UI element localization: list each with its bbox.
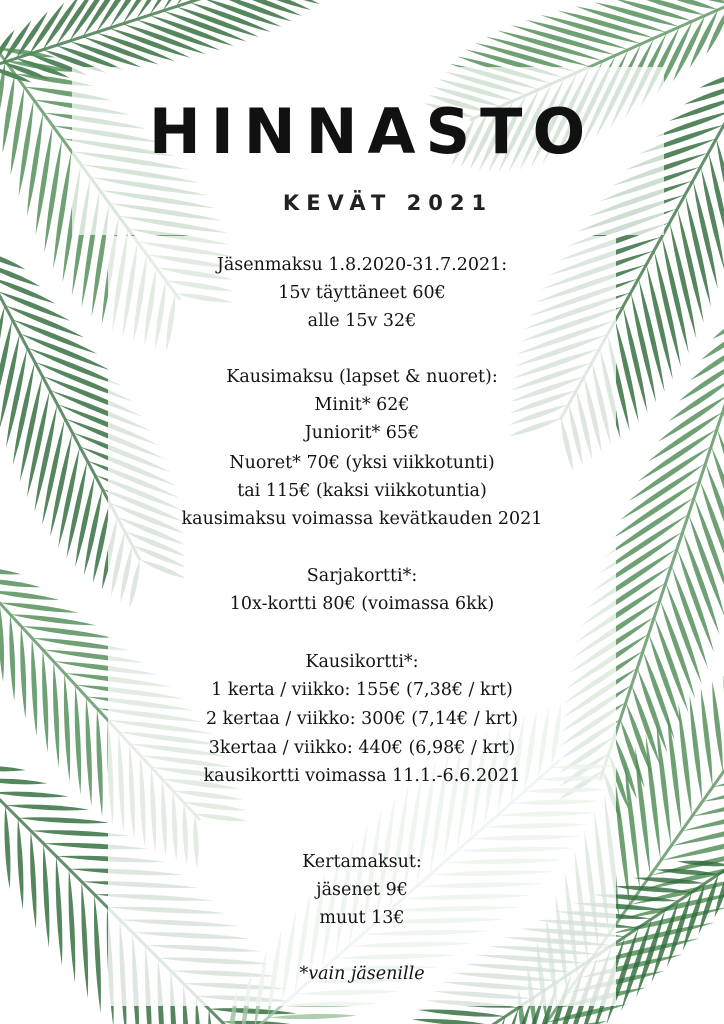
palm-leaflet: [27, 390, 50, 497]
palm-leaflet: [681, 805, 724, 831]
series-card-heading: Sarjakortti*:: [306, 566, 418, 586]
palm-leaflet: [0, 579, 40, 587]
palm-leaflet: [81, 882, 88, 999]
single-fee-line: muut 13€: [319, 908, 405, 928]
palm-leaflet: [6, 348, 27, 448]
season-fee-line: Minit* 62€: [314, 395, 410, 415]
page-title: HINNASTO: [148, 95, 596, 168]
palm-leaflet: [0, 567, 21, 574]
season-card-line: 2 kertaa / viikko: 300€ (7,14€ / krt): [205, 709, 519, 729]
palm-leaflet: [42, 418, 65, 525]
palm-leaflet: [34, 404, 57, 512]
season-fee-validity: kausimaksu voimassa kevätkauden 2021: [181, 509, 543, 529]
season-fee-line: Nuoret* 70€ (yksi viikkotunti): [229, 453, 495, 473]
palm-leaflet: [701, 327, 724, 360]
season-fee-line: Juniorit* 65€: [304, 423, 420, 443]
palm-leaflet: [9, 614, 15, 700]
palm-leaflet: [701, 167, 724, 271]
membership-heading: Jäsenmaksu 1.8.2020-31.7.2021:: [216, 255, 508, 275]
palm-leaflet: [58, 447, 80, 548]
palm-leaflet: [209, 1008, 297, 1014]
season-fee-heading: Kausimaksu (lapset & nuoret):: [226, 367, 498, 387]
palm-leaflet: [679, 361, 724, 401]
membership-price-line: alle 15v 32€: [307, 311, 417, 331]
palm-leaflet: [629, 446, 711, 501]
palm-leaflet: [13, 362, 35, 465]
palm-leaflet: [50, 433, 72, 538]
palm-leaflet: [20, 376, 43, 482]
palm-leaflet: [0, 792, 68, 798]
membership-price-line: 15v täyttäneet 60€: [278, 283, 446, 303]
palm-leaflet: [56, 856, 63, 966]
palm-leaflet: [268, 1014, 357, 1019]
palm-leaflet: [678, 703, 691, 816]
palm-leaflet: [648, 412, 723, 462]
palm-leaflet: [31, 638, 37, 736]
palm-leaflet: [0, 779, 47, 785]
palm-leaflet: [42, 650, 48, 753]
palm-leaflet: [712, 681, 723, 772]
season-fee-line: tai 115€ (kaksi viikkotuntia): [237, 481, 487, 501]
palm-leaflet: [0, 249, 25, 270]
palm-leaflet: [4, 805, 10, 889]
palm-leaflet: [418, 1010, 506, 1017]
palm-leaflet: [0, 591, 59, 600]
palm-leaflet: [0, 766, 26, 771]
palm-leaflet: [2, 74, 14, 153]
series-card-line: 10x-kortti 80€ (voimassa 6kk): [229, 594, 495, 614]
season-card-line: 1 kerta / viikko: 155€ (7,38€ / krt): [211, 680, 513, 700]
season-card-validity: kausikortti voimassa 11.1.-6.6.2021: [203, 766, 521, 786]
palm-leaflet: [411, 1019, 492, 1024]
palm-leaflet: [0, 603, 78, 613]
palm-leaflet: [75, 685, 81, 795]
page-subtitle: KEVÄT 2021: [282, 191, 494, 215]
palm-leaflet: [0, 334, 20, 429]
palm-leaflet: [43, 843, 49, 947]
palm-leaflet: [638, 429, 717, 481]
palm-leaflet: [64, 673, 70, 782]
palm-leaflet: [20, 626, 26, 719]
palm-leaflet: [690, 695, 703, 802]
palm-leaflet: [667, 712, 681, 831]
single-fee-line: jäsenet 9€: [316, 880, 408, 900]
palm-leaflet: [67, 461, 88, 558]
season-card-line: 3kertaa / viikko: 440€ (6,98€ / krt): [208, 738, 516, 758]
palm-leaflet: [5, 804, 89, 810]
palm-leaflet: [699, 69, 724, 88]
palm-leaflet: [712, 309, 724, 338]
palm-leaflet: [701, 688, 713, 787]
palm-leaflet: [53, 661, 59, 767]
palm-leaflet: [18, 817, 110, 823]
single-fee-heading: Kertamaksut:: [302, 852, 422, 872]
footnote: *vain jäsenille: [299, 964, 425, 984]
palm-leaflet: [68, 869, 75, 983]
palm-leaflet: [17, 818, 23, 910]
palm-leaflet: [0, 603, 4, 682]
palm-leaflet: [21, 626, 113, 638]
season-card-heading: Kausikortti*:: [305, 652, 419, 672]
palm-leaflet: [10, 614, 96, 625]
palm-leaflet: [30, 831, 36, 929]
